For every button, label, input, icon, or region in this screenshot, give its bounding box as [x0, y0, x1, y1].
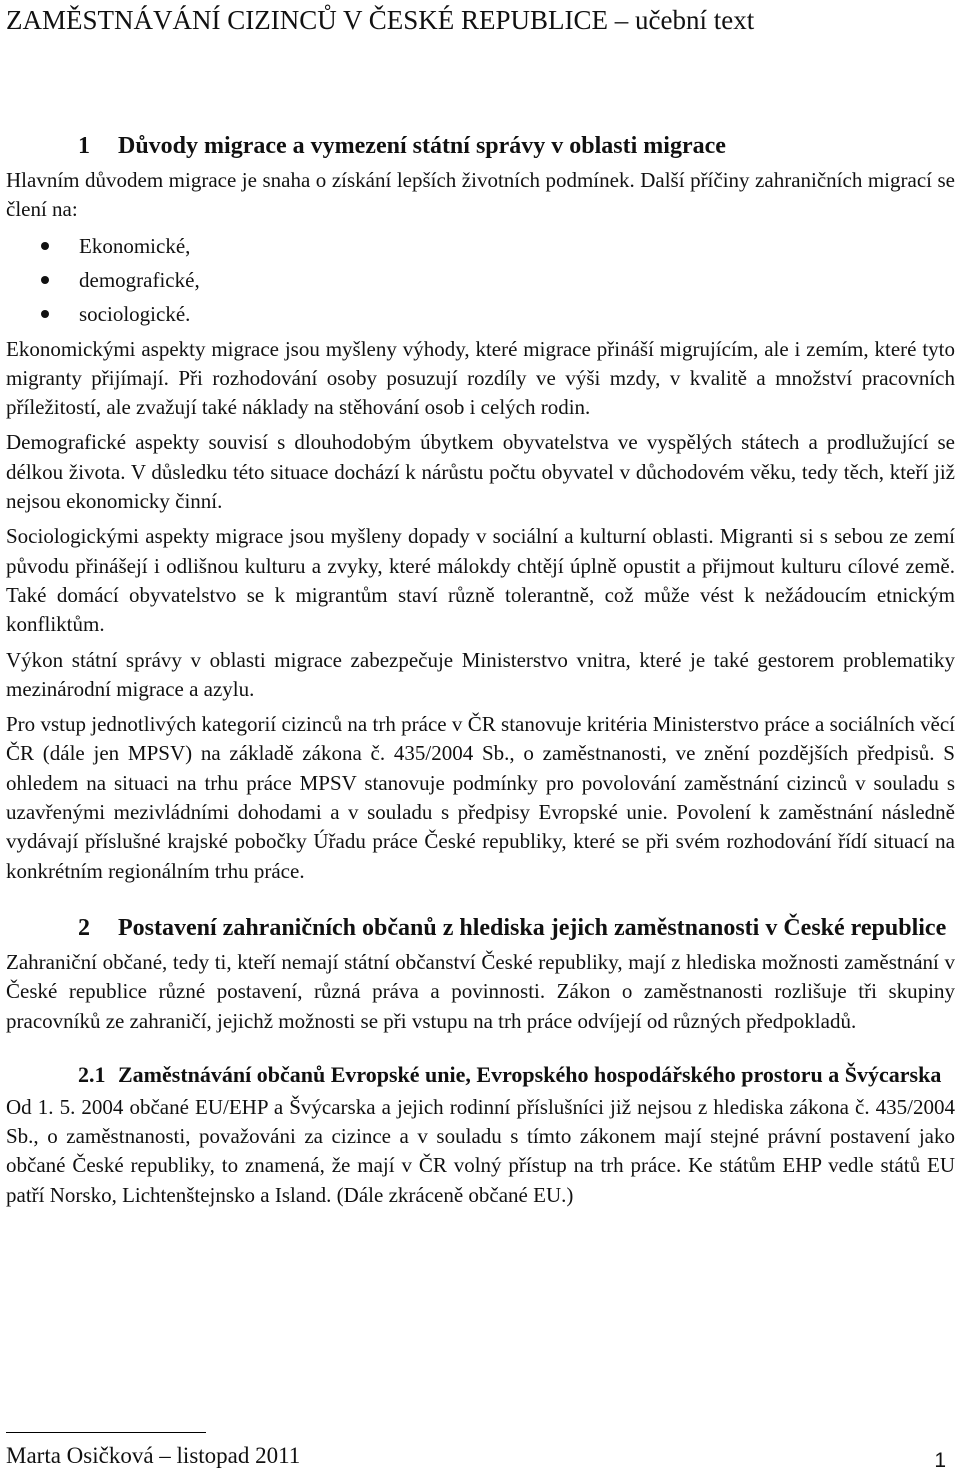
- section-2-1-title: Zaměstnávání občanů Evropské unie, Evropského hospodářského prostoru a Švýcarska: [118, 1061, 942, 1087]
- footer-divider: [6, 1432, 206, 1433]
- state-administration-paragraph: Výkon státní správy v oblasti migrace zabezpečuje Ministerstvo vnitra, které je také gestorem problematiky mezinárodní migrace a azylu.: [6, 647, 955, 701]
- section-2-heading: [6, 912, 955, 944]
- bullet-icon: [41, 276, 49, 284]
- document-title: ZAMĚSTNÁVÁNÍ CIZINCŮ V ČESKÉ REPUBLICE – učební text: [6, 5, 755, 35]
- section-2-paragraph: Zahraniční občané, tedy ti, kteří nemají státní občanství České republiky, mají z hlediska možnosti zaměstnání v České republice různé postavení, různá práva a povinnosti. Zákon o zaměstnanosti rozlišuje tři skupiny pracovníků ze zahraničí, jejichž možnosti se při vstupu na trh práce odvíjejí od různých předpokladů.: [6, 949, 955, 1033]
- page-number: 1: [934, 1449, 946, 1472]
- section-2-number: 2: [78, 914, 90, 941]
- section-1-title: Důvody migrace a vymezení státní správy v oblasti migrace: [118, 133, 726, 159]
- document-body: [6, 130, 955, 1210]
- list-item: [6, 297, 955, 331]
- list-item: [6, 263, 955, 297]
- demographic-aspects-paragraph: Demografické aspekty souvisí s dlouhodobým úbytkem obyvatelstva ve vyspělých státech a prodlužující se délkou života. V důsledku této situace dochází k nárůstu počtu obyvatel v důchodovém věku, tedy těch, kteří již nejsou ekonomicky činní.: [6, 430, 955, 514]
- sociological-aspects-paragraph: Sociologickými aspekty migrace jsou myšleny dopady v sociální a kulturní oblasti. Migranti si s sebou ze zemí původu přinášejí i odlišnou kulturu a zvyky, které málokdy chtějí úplně opustit a přijmout kulturu cílové země. Také domácí obyvatelstvo se k migrantům staví různě tolerantně, což může vést k nežádoucím etnickým konfliktům.: [6, 524, 955, 637]
- labour-market-criteria-paragraph: Pro vstup jednotlivých kategorií cizinců na trh práce v ČR stanovuje kritéria Ministerstvo práce a sociálních věcí ČR (dále jen MPSV) na základě zákona č. 435/2004 Sb., o zaměstnanosti, ve znění pozdějších předpisů. S ohledem na situaci na trhu práce MPSV stanovuje podmínky pro povolování zaměstnání cizinců v souladu s uzavřenými mezivládními dohodami a v souladu s předpisy Evropské unie. Povolení k zaměstnání následně vydávají příslušné krajské pobočky Úřadu práce České republiky, které se při svém rozhodování řídí situací na konkrétním regionálním trhu práce.: [6, 712, 955, 883]
- list-item: [6, 229, 955, 263]
- section-2-1-number: 2.1: [78, 1061, 106, 1087]
- section-1-number: 1: [78, 133, 90, 159]
- section-2-title: Postavení zahraničních občanů z hlediska jejich zaměstnanosti v České republice: [118, 914, 947, 941]
- section-2-1-heading: [6, 1060, 955, 1089]
- footer-author: Marta Osičková – listopad 2011: [6, 1443, 301, 1468]
- migration-causes-list: [6, 229, 955, 331]
- bullet-icon: [41, 242, 49, 250]
- section-1-heading: [6, 130, 955, 162]
- list-item-label: Ekonomické,: [79, 233, 191, 258]
- economic-aspects-paragraph: Ekonomickými aspekty migrace jsou myšleny výhody, které migrace přináší migrujícím, ale i zemím, které tyto migranty přijímají. Při rozhodování osoby posuzují rozdíly ve výši mzdy, v kvalitě a množství pracovních příležitostí, ale zvažují také náklady na stěhování osob i celých rodin.: [6, 336, 955, 420]
- bullet-icon: [41, 310, 49, 318]
- list-item-label: sociologické.: [79, 301, 191, 326]
- list-item-label: demografické,: [79, 267, 200, 292]
- section-1-intro: Hlavním důvodem migrace je snaha o získání lepších životních podmínek. Další příčiny zahraničních migrací se člení na:: [6, 168, 955, 222]
- section-2-1-paragraph: Od 1. 5. 2004 občané EU/EHP a Švýcarska a jejich rodinní příslušníci již nejsou z hlediska zákona č. 435/2004 Sb., o zaměstnanosti, považováni za cizince a v souladu s tímto zákonem mají stejné právní postavení jako občané České republiky, to znamená, že mají v ČR volný přístup na trh práce. Ke státům EHP vedle států EU patří Norsko, Lichtenštejnsko a Island. (Dále zkráceně občané EU.): [6, 1094, 955, 1207]
